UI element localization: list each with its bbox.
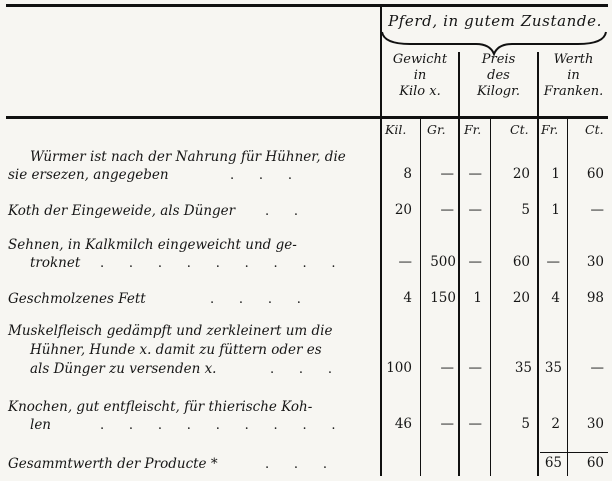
table-row-label: Hühner, Hunde x. damit zu füttern oder es bbox=[30, 342, 322, 358]
table-row-label: Knochen, gut entfleischt, für thierische Koh- bbox=[8, 399, 313, 415]
cell-preis-ct: 20 bbox=[512, 166, 530, 182]
col-rule-3 bbox=[537, 52, 539, 476]
cell-preis-fr: — bbox=[468, 166, 482, 182]
col-rule-wfr-wct bbox=[567, 118, 568, 476]
leader-dots: . . . . . . . . . bbox=[100, 256, 336, 271]
table-row-label: troknet bbox=[30, 255, 81, 271]
leader-dots: . . bbox=[265, 204, 299, 219]
cell-gr: — bbox=[440, 416, 454, 432]
header-title: Pferd, in gutem Zustande. bbox=[388, 12, 602, 30]
cell-werth-ct: 60 bbox=[586, 455, 604, 471]
cell-gr: — bbox=[440, 202, 454, 218]
col-rule-fr-ct bbox=[490, 118, 491, 476]
cell-werth-fr: 35 bbox=[544, 360, 562, 376]
cell-preis-ct: 5 bbox=[521, 202, 530, 218]
col-rule-2 bbox=[458, 52, 460, 476]
cell-werth-fr: 2 bbox=[551, 416, 560, 432]
leader-dots: . . . . bbox=[210, 292, 301, 307]
cell-werth-ct: 60 bbox=[586, 166, 604, 182]
cell-werth-fr: 4 bbox=[551, 290, 560, 306]
col-rule-kil-gr bbox=[420, 118, 421, 476]
leader-dots: . . . bbox=[265, 457, 327, 472]
unit-werth-ct: Ct. bbox=[585, 122, 604, 137]
cell-kil: 100 bbox=[386, 360, 412, 376]
unit-preis-ct: Ct. bbox=[510, 122, 529, 137]
table-row-label: Sehnen, in Kalkmilch eingeweicht und ge- bbox=[8, 237, 297, 253]
leader-dots: . . . bbox=[270, 362, 332, 377]
cell-werth-ct: — bbox=[590, 360, 604, 376]
cell-preis-ct: 60 bbox=[512, 254, 530, 270]
table-row-label: als Dünger zu versenden x. bbox=[30, 361, 217, 377]
cell-gr: 500 bbox=[430, 254, 456, 270]
top-rule bbox=[6, 4, 608, 7]
cell-werth-fr: 1 bbox=[551, 166, 560, 182]
cell-gr: 150 bbox=[430, 290, 456, 306]
cell-kil: 46 bbox=[394, 416, 412, 432]
cell-kil: — bbox=[398, 254, 412, 270]
cell-werth-fr: 65 bbox=[544, 455, 562, 471]
cell-preis-fr: — bbox=[468, 254, 482, 270]
cell-werth-ct: 98 bbox=[586, 290, 604, 306]
cell-kil: 4 bbox=[403, 290, 412, 306]
table-row-label: Muskelfleisch gedämpft und zerkleinert um die bbox=[8, 323, 333, 339]
unit-gr: Gr. bbox=[427, 122, 446, 137]
cell-preis-fr: — bbox=[468, 202, 482, 218]
table-row-label: sie ersezen, angegeben bbox=[8, 167, 169, 183]
table-row-label: len bbox=[30, 417, 52, 433]
cell-werth-ct: — bbox=[590, 202, 604, 218]
cell-preis-fr: — bbox=[468, 416, 482, 432]
unit-kil: Kil. bbox=[385, 122, 407, 137]
cell-preis-ct: 35 bbox=[514, 360, 532, 376]
cell-kil: 20 bbox=[394, 202, 412, 218]
cell-preis-fr: 1 bbox=[473, 290, 482, 306]
cell-gr: — bbox=[440, 360, 454, 376]
table-row-label: Koth der Eingeweide, als Dünger bbox=[8, 203, 236, 219]
cell-gr: — bbox=[440, 166, 454, 182]
col-header-preis: Preis des Kilogr. bbox=[476, 52, 521, 99]
cell-werth-fr: 1 bbox=[551, 202, 560, 218]
table-row-label: Würmer ist nach der Nahrung für Hühner, die bbox=[30, 149, 346, 165]
cell-werth-fr: — bbox=[546, 254, 560, 270]
table-row-label: Geschmolzenes Fett bbox=[8, 291, 146, 307]
unit-werth-fr: Fr. bbox=[541, 122, 559, 137]
cell-werth-ct: 30 bbox=[586, 416, 604, 432]
col-header-gewicht: Gewicht in Kilo x. bbox=[392, 52, 448, 99]
cell-preis-ct: 5 bbox=[521, 416, 530, 432]
col-header-werth: Werth in Franken. bbox=[543, 52, 604, 99]
unit-preis-fr: Fr. bbox=[464, 122, 482, 137]
cell-preis-ct: 20 bbox=[512, 290, 530, 306]
cell-werth-ct: 30 bbox=[586, 254, 604, 270]
table-row-label: Gesammtwerth der Producte * bbox=[8, 456, 218, 472]
cell-kil: 8 bbox=[403, 166, 412, 182]
cell-preis-fr: — bbox=[468, 360, 482, 376]
leader-dots: . . . bbox=[230, 168, 292, 183]
total-rule bbox=[540, 452, 608, 453]
leader-dots: . . . . . . . . . bbox=[100, 418, 336, 433]
header-rule bbox=[6, 116, 608, 119]
